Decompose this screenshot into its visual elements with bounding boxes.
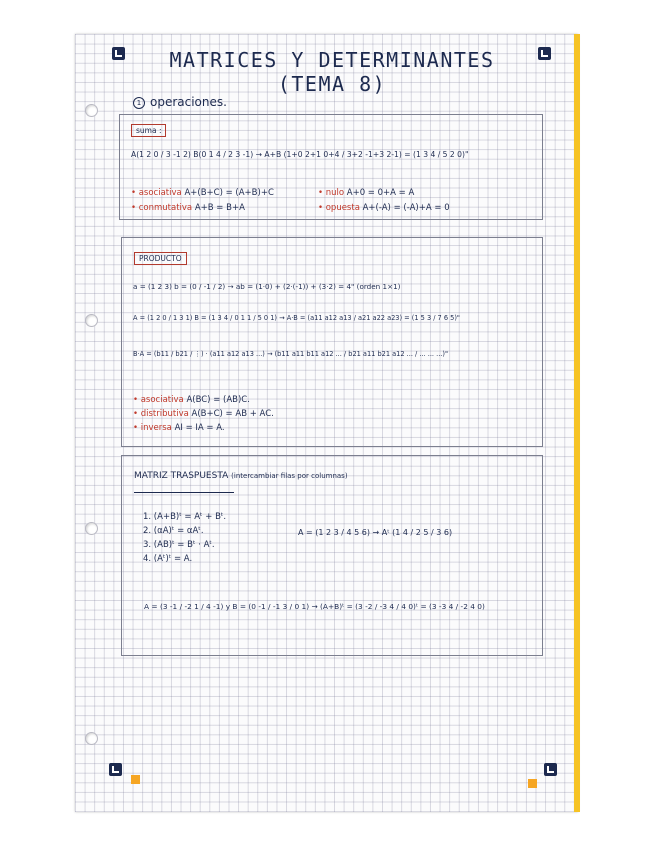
prop-rule: A+0 = 0+A = A — [346, 188, 415, 198]
prop-name: distributiva — [140, 409, 189, 419]
suma-tag: suma : — [131, 124, 166, 137]
bullet: • — [318, 188, 324, 198]
producto-line-1: a = (1 2 3) b = (0 / -1 / 2) → ab = (1·0) + (2·(-1)) + (3·2) = 4" (orden 1×1) — [133, 282, 401, 291]
brand-logo-icon — [538, 47, 551, 60]
page-edge-strip — [574, 34, 580, 812]
producto-line-3: B·A = (b11 / b21 / ⋮) · (a11 a12 a13 ...) → (b11 a11 b11 a12 ... / b21 a11 b21 a12 ... / ... ... ...)" — [133, 350, 449, 358]
bullet: • — [318, 203, 324, 213]
prop-name: asociativa — [140, 395, 184, 405]
heading-underline — [134, 492, 234, 493]
prop-name: inversa — [140, 423, 172, 433]
prop-name: conmutativa — [138, 203, 193, 213]
prop-rule: A(B+C) = AB + AC. — [191, 409, 274, 419]
prop-name: nulo — [325, 188, 345, 198]
page-title: MATRICES Y DETERMINANTES (TEMA 8) — [169, 48, 495, 96]
producto-line-2: A = (1 2 0 / 1 3 1) B = (1 3 4 / 0 1 1 / 5 0 1) → A·B = (a11 a12 a13 / a21 a22 a23) = (1 5 3 / 7 6 5)" — [133, 314, 460, 322]
prop-rule: AI = IA = A. — [174, 423, 225, 433]
bullet: • — [133, 409, 139, 419]
traspuesta-title: MATRIZ TRASPUESTA — [134, 471, 229, 481]
brand-logo-icon — [109, 763, 122, 776]
producto-prop-2 — [133, 409, 274, 419]
traspuesta-rule-2: 2. (αA)ᵗ = αAᵗ. — [143, 526, 204, 536]
suma-prop-3 — [318, 188, 414, 198]
traspuesta-rule-3: 3. (AB)ᵗ = Bᵗ · Aᵗ. — [143, 540, 215, 550]
prop-name: opuesta — [325, 203, 360, 213]
suma-prop-4 — [318, 203, 450, 213]
bullet: • — [131, 188, 137, 198]
binder-hole — [85, 732, 98, 745]
traspuesta-subtitle: (intercambiar filas por columnas) — [231, 472, 348, 480]
prop-rule: A(BC) = (AB)C. — [186, 395, 250, 405]
suma-prop-2 — [131, 203, 245, 213]
bullet: • — [131, 203, 137, 213]
bullet: • — [133, 395, 139, 405]
binder-hole — [85, 104, 98, 117]
bullet: • — [133, 423, 139, 433]
binder-hole — [85, 522, 98, 535]
producto-tag: PRODUCTO — [134, 252, 187, 265]
producto-prop-3 — [133, 423, 225, 433]
section-heading — [133, 95, 227, 109]
traspuesta-example-1: A = (1 2 3 / 4 5 6) → Aᵗ (1 4 / 2 5 / 3 6) — [298, 528, 453, 537]
producto-prop-1 — [133, 395, 250, 405]
prop-name: asociativa — [138, 188, 182, 198]
brand-accent-square — [131, 775, 140, 784]
traspuesta-rule-1: 1. (A+B)ᵗ = Aᵗ + Bᵗ. — [143, 512, 227, 522]
suma-prop-1 — [131, 188, 274, 198]
suma-expression: A(1 2 0 / 3 -1 2) B(0 1 4 / 2 3 -1) → A+B (1+0 2+1 0+4 / 3+2 -1+3 2-1) = (1 3 4 / 5 2 0)" — [131, 150, 469, 159]
brand-logo-icon — [544, 763, 557, 776]
traspuesta-heading — [134, 471, 348, 481]
brand-accent-square — [528, 779, 537, 788]
section-bullet: 1 — [133, 97, 145, 109]
brand-logo-icon — [112, 47, 125, 60]
binder-hole — [85, 314, 98, 327]
prop-rule: A+(-A) = (-A)+A = 0 — [362, 203, 450, 213]
prop-rule: A+B = B+A — [194, 203, 245, 213]
section-label: operaciones. — [150, 95, 227, 109]
traspuesta-example-2: A = (3 -1 / -2 1 / 4 -1) y B = (0 -1 / -1 3 / 0 1) → (A+B)ᵗ = (3 -2 / -3 4 / 4 0)ᵗ = (3 -3 4 / -2 4 0) — [144, 602, 485, 611]
prop-rule: A+(B+C) = (A+B)+C — [184, 188, 274, 198]
traspuesta-rule-4: 4. (Aᵗ)ᵗ = A. — [143, 554, 193, 564]
